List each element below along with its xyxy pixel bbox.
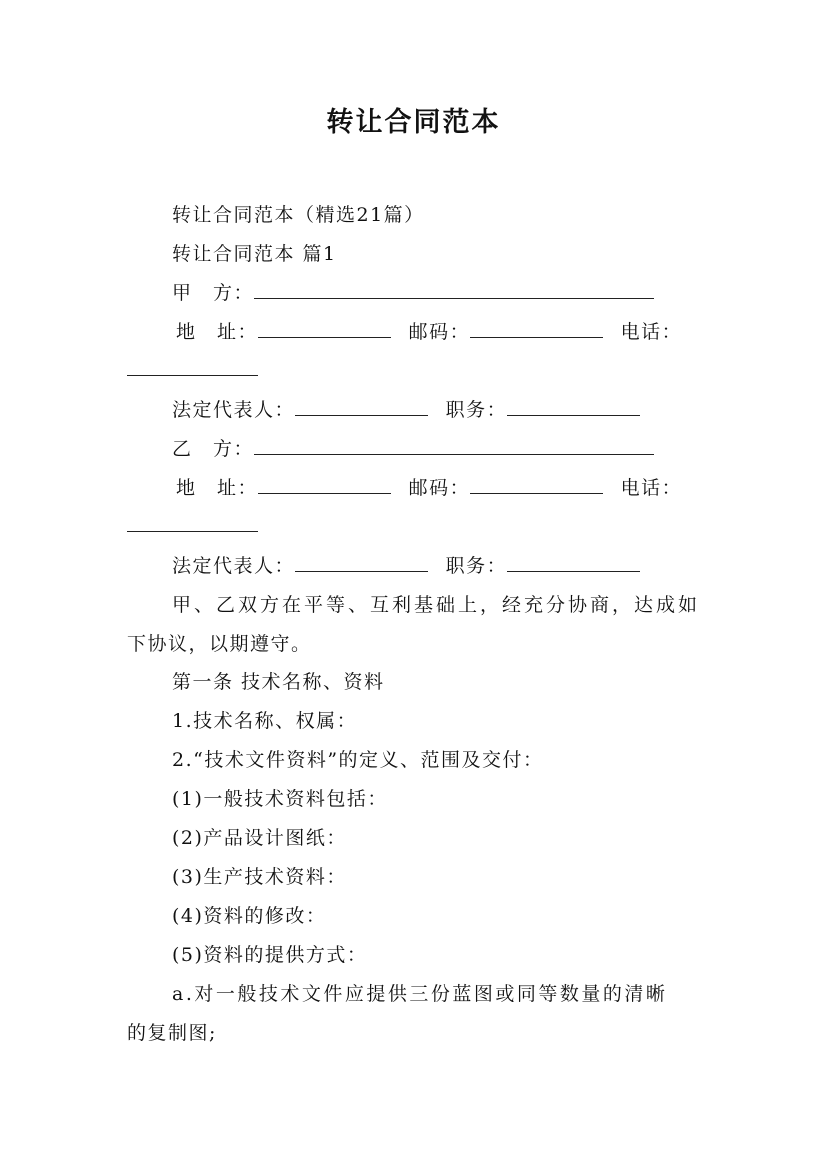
party-a-phone-label: 电话： [620,321,683,343]
item-1: 1.技术名称、权属： [172,710,358,732]
sub-item-5: (5)资料的提供方式： [172,944,368,966]
party-b-postcode-blank [470,474,603,494]
party-b-phone-blank [127,512,258,532]
party-a-phone-line [127,356,258,381]
item-2: 2.“技术文件资料”的定义、范围及交付： [172,749,544,771]
party-b-rep-label: 法定代表人： [172,555,296,577]
party-b-address-blank [258,474,391,494]
party-a-phone-blank [127,356,258,376]
party-a-rep-blank [295,396,428,416]
party-a-address-blank [258,318,391,338]
party-b-line [172,434,654,461]
party-b-position-label: 职务： [445,555,508,577]
party-a-address-line [176,317,682,344]
sub-item-1: (1)一般技术资料包括： [172,788,388,810]
sub-item-a-line-1: a.对一般技术文件应提供三份蓝图或同等数量的清晰 [172,983,668,1005]
sub-item-3: (3)生产技术资料： [172,866,347,888]
subtitle: 转让合同范本（精选21篇） [172,204,425,226]
party-a-address-label: 地 址： [176,321,259,343]
document-title: 转让合同范本 [326,107,501,138]
party-b-phone-label: 电话： [620,477,683,499]
party-b-rep-blank [295,552,428,572]
party-a-blank [254,279,654,299]
party-b-label: 乙 方： [172,438,255,460]
intro-line-1: 甲、乙双方在平等、互利基础上，经充分协商，达成如 [172,594,701,616]
party-a-line [172,278,654,305]
party-a-postcode-blank [470,318,603,338]
article-heading: 转让合同范本 篇1 [172,243,337,265]
party-a-rep-line [172,395,640,422]
sub-item-2: (2)产品设计图纸： [172,827,347,849]
party-b-position-blank [507,552,640,572]
party-b-phone-line [127,512,258,537]
sub-item-4: (4)资料的修改： [172,905,327,927]
party-a-label: 甲 方： [172,282,255,304]
party-a-position-blank [507,396,640,416]
intro-line-2: 下协议，以期遵守。 [127,633,312,655]
party-b-blank [254,435,654,455]
party-b-rep-line [172,551,640,578]
party-b-postcode-label: 邮码： [408,477,471,499]
party-b-address-label: 地 址： [176,477,259,499]
party-a-rep-label: 法定代表人： [172,399,296,421]
party-b-address-line [176,473,682,500]
party-a-postcode-label: 邮码： [408,321,471,343]
party-a-position-label: 职务： [445,399,508,421]
sub-item-a-line-2: 的复制图; [127,1022,217,1044]
section-1-title: 第一条 技术名称、资料 [172,671,385,693]
